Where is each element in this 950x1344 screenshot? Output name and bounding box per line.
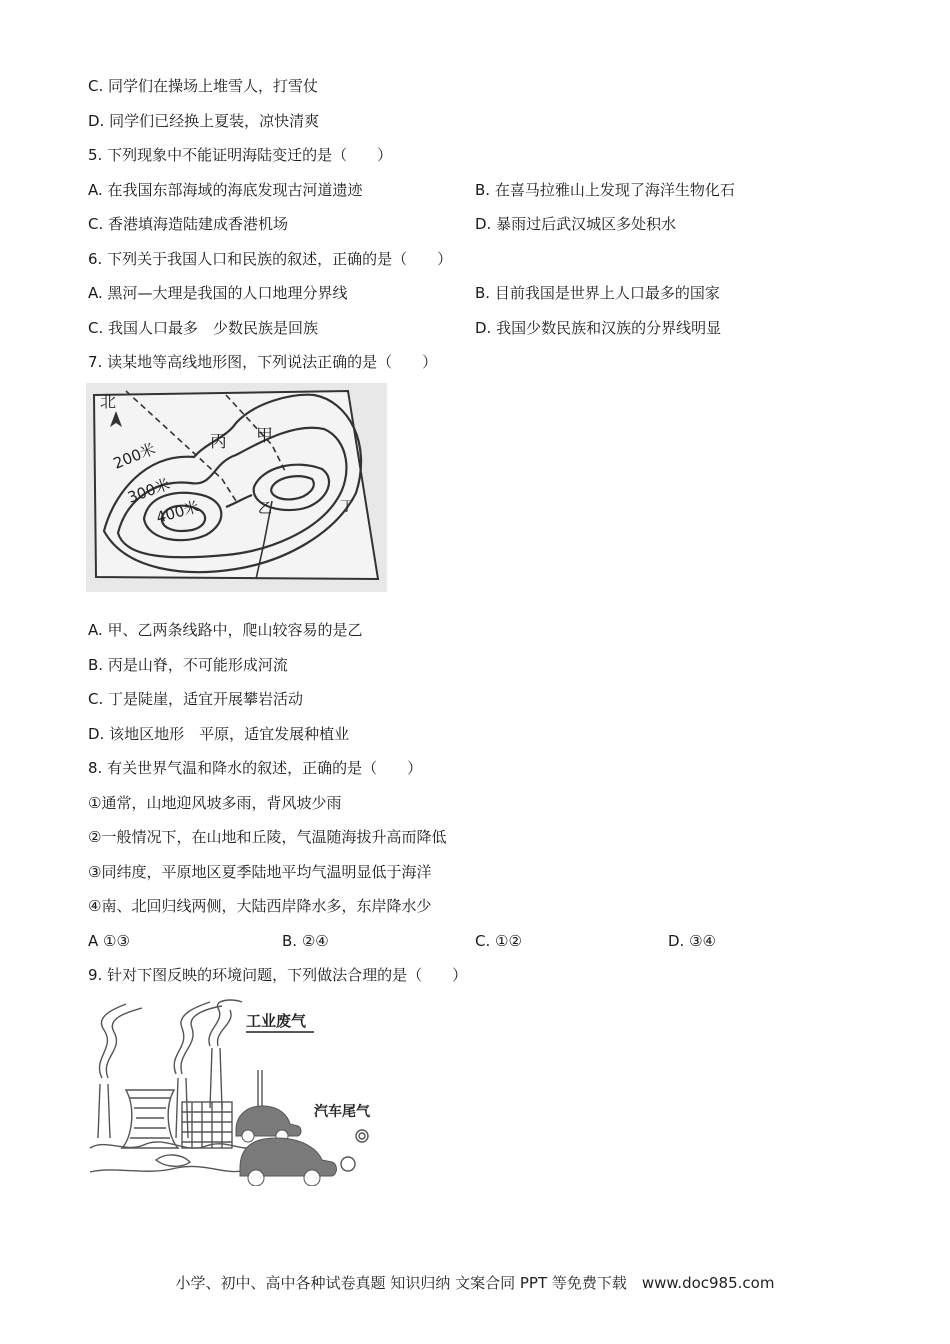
q6-option-a: A. 黑河—大理是我国的人口地理分界线 bbox=[88, 284, 348, 302]
q7-option-b: B. 丙是山脊，不可能形成河流 bbox=[88, 656, 288, 674]
contour-label-200: 200米 bbox=[110, 439, 158, 473]
q8-option-c: C. ①② bbox=[475, 932, 522, 950]
map-label-yi: 乙 bbox=[258, 501, 272, 517]
q5-option-c: C. 香港填海造陆建成香港机场 bbox=[88, 215, 289, 233]
q6-option-d: D. 我国少数民族和汉族的分界线明显 bbox=[475, 319, 722, 337]
q7-option-d: D. 该地区地形 平原，适宜发展种植业 bbox=[88, 725, 350, 743]
vehicle-exhaust-label: 汽车尾气 bbox=[314, 1104, 370, 1120]
q5-stem: 5. 下列现象中不能证明海陆变迁的是（ ） bbox=[88, 146, 393, 164]
q8-option-b: B. ②④ bbox=[282, 932, 329, 950]
q6-stem: 6. 下列关于我国人口和民族的叙述，正确的是（ ） bbox=[88, 250, 453, 268]
q5-option-a: A. 在我国东部海域的海底发现古河道遗迹 bbox=[88, 181, 363, 199]
q7-stem: 7. 读某地等高线地形图，下列说法正确的是（ ） bbox=[88, 353, 438, 371]
map-label-bing: 丙 bbox=[210, 432, 227, 452]
q8-statement-4: ④南、北回归线两侧，大陆西岸降水多，东岸降水少 bbox=[88, 897, 432, 915]
car-small-icon bbox=[236, 1106, 301, 1142]
q7-option-a: A. 甲、乙两条线路中，爬山较容易的是乙 bbox=[88, 621, 363, 639]
q7-option-c: C. 丁是陡崖，适宜开展攀岩活动 bbox=[88, 690, 304, 708]
q5-option-d: D. 暴雨过后武汉城区多处积水 bbox=[475, 215, 677, 233]
q8-option-a: A ①③ bbox=[88, 932, 130, 950]
map-label-jia: 甲 bbox=[256, 426, 273, 446]
map-label-ding: 丁 bbox=[340, 499, 354, 515]
q4-option-c: C. 同学们在操场上堆雪人，打雪仗 bbox=[88, 77, 319, 95]
page-footer: 小学、初中、高中各种试卷真题 知识归纳 文案合同 PPT 等免费下载 www.doc985.com bbox=[175, 1274, 775, 1292]
q6-option-c: C. 我国人口最多 少数民族是回族 bbox=[88, 319, 319, 337]
q6-option-b: B. 目前我国是世界上人口最多的国家 bbox=[475, 284, 720, 302]
contour-label-300: 300米 bbox=[125, 474, 173, 507]
car-large-icon bbox=[240, 1138, 337, 1186]
q8-statement-3: ③同纬度，平原地区夏季陆地平均气温明显低于海洋 bbox=[88, 863, 432, 881]
q4-option-d: D. 同学们已经换上夏装，凉快清爽 bbox=[88, 112, 320, 130]
map-north-label: 北 bbox=[100, 392, 117, 411]
contour-map-figure bbox=[86, 383, 387, 592]
q5-option-b: B. 在喜马拉雅山上发现了海洋生物化石 bbox=[475, 181, 735, 199]
q8-statement-1: ①通常，山地迎风坡多雨，背风坡少雨 bbox=[88, 794, 342, 812]
contour-label-400: 400米 bbox=[154, 497, 202, 527]
q8-option-d: D. ③④ bbox=[668, 932, 716, 950]
industrial-gas-label: 工业废气 bbox=[246, 1012, 307, 1030]
q9-stem: 9. 针对下图反映的环境问题，下列做法合理的是（ ） bbox=[88, 966, 468, 984]
q8-stem: 8. 有关世界气温和降水的叙述，正确的是（ ） bbox=[88, 759, 423, 777]
q8-statement-2: ②一般情况下，在山地和丘陵，气温随海拔升高而降低 bbox=[88, 828, 447, 846]
pollution-illustration bbox=[86, 998, 386, 1186]
